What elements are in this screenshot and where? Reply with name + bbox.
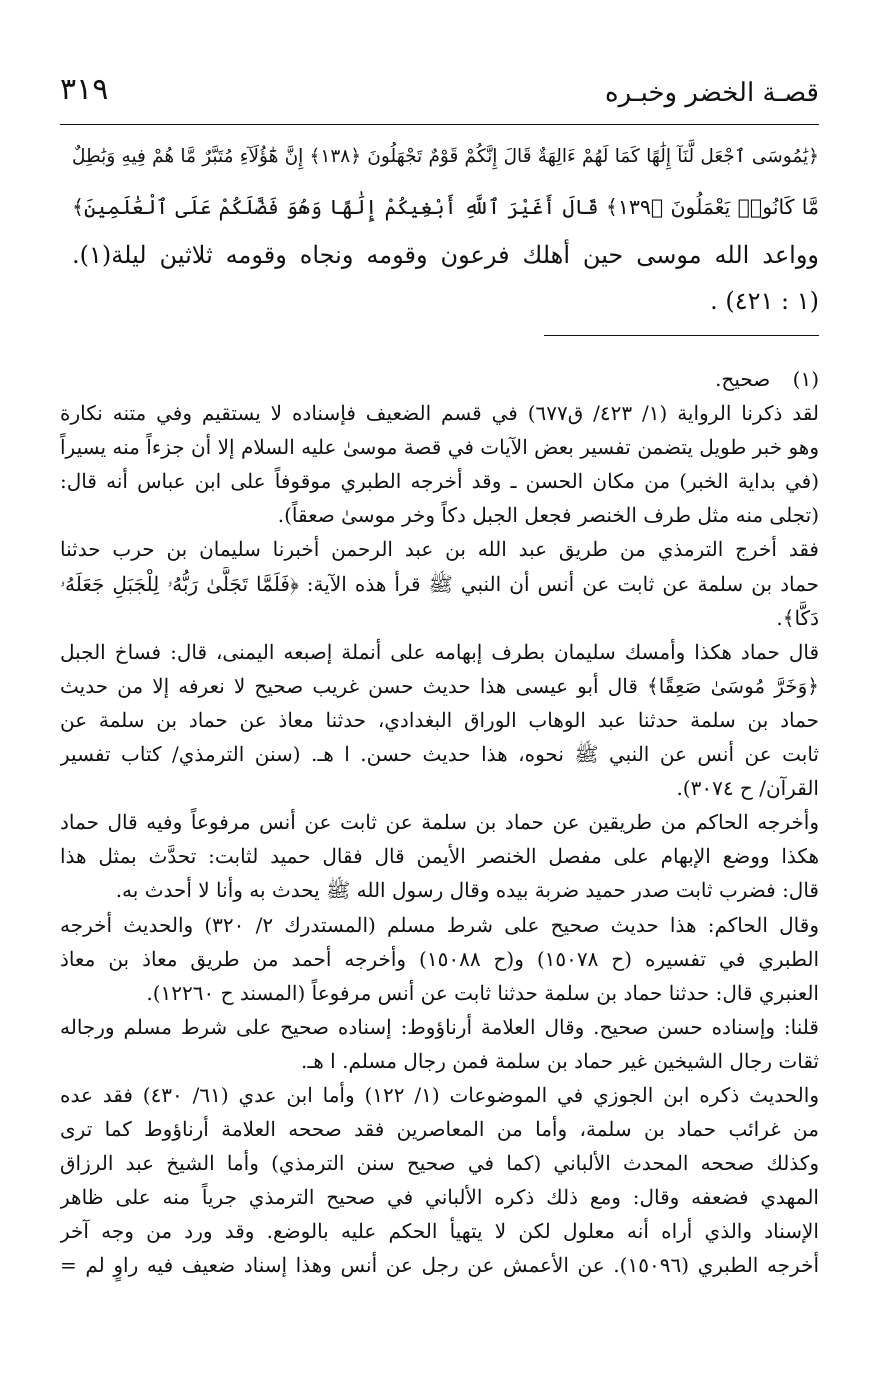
footnote-first-line bbox=[60, 362, 819, 396]
quran-verse-line: ﴿يَٰمُوسَى ٱجْعَل لَّنَآ إِلَٰهًا كَمَا لَهُمْ ءَالِهَةٌ قَالَ إِنَّكُمْ قَوْمٌ تَجْهَلُونَ ﴿١٣٨﴾ إِنَّ هَٰٓؤُلَآءِ مُتَبَّرٌ مَّا هُمْ فِيهِ وَبَٰطِلٌ bbox=[72, 146, 819, 167]
footnote-line: وكذلك صححه المحدث الألباني (كما في صحيح سنن الترمذي) وأما الشيخ عبد الرزاق bbox=[60, 1151, 819, 1176]
footnote-line: وهو خبر طويل يتضمن تفسير بعض الآيات في قصة موسىٰ عليه السلام إلا أن جزءاً منه يسيراً bbox=[60, 435, 819, 460]
footnote-separator bbox=[544, 335, 819, 336]
footnote-line: الطبري في تفسيره (ح ١٥٠٧٨) و(ح ١٥٠٨٨) وأخرجه أحمد من طريق معاذ بن معاذ bbox=[60, 946, 819, 971]
footnote-line: دَكًّا﴾. bbox=[776, 605, 819, 630]
footnote-line: وأخرجه الحاكم من طريقين عن حماد بن سلمة عن ثابت عن أنس مرفوعاً وفيه قال حماد bbox=[60, 810, 819, 835]
body-text-line: وواعد الله موسى حين أهلك فرعون وقومه ونجاه وقومه ثلاثين ليلة(١). bbox=[72, 241, 819, 269]
main-text bbox=[72, 132, 819, 324]
footnote-line: ﴿وَخَرَّ مُوسَىٰ صَعِقًا﴾ قال أبو عيسى هذا حديث حسن غريب صحيح لا نعرفه إلا من حديث bbox=[60, 673, 819, 698]
footnote-line: القرآن/ ح ٣٠٧٤). bbox=[676, 776, 819, 801]
footnote-line: العنبري قال: حدثنا حماد بن سلمة حدثنا ثابت عن أنس مرفوعاً (المسند ح ١٢٢٦٠). bbox=[146, 980, 819, 1005]
footnote-line: من غرائب حماد بن سلمة، وأما من المعاصرين فقد صححه العلامة أرناؤوط كما ترى bbox=[60, 1117, 819, 1142]
footnote-line: ثقات رجال الشيخين غير حماد بن سلمة فمن رجال مسلم. ا هـ. bbox=[301, 1048, 819, 1073]
footnote-line: ثابت عن أنس عن النبي ﷺ نحوه، هذا حديث حسن. ا هـ. (سنن الترمذي/ كتاب تفسير bbox=[60, 742, 819, 767]
page-number: ٣١٩ bbox=[60, 72, 109, 107]
footnote-line: هكذا ووضع الإبهام على مفصل الخنصر الأيمن قال فقال حميد لثابت: تحدَّث بمثل هذا bbox=[60, 844, 819, 869]
footnote-line: الإسناد والذي أراه أنه معلول لكن لا يتهيأ الحكم عليه بالوضع. وقد ورد من وجه آخر bbox=[60, 1219, 819, 1244]
footnote-marker: (١) bbox=[792, 367, 819, 391]
running-title: قصـة الخضر وخبـره bbox=[605, 78, 819, 108]
footnote-line: وقال الحاكم: هذا حديث صحيح على شرط مسلم (المستدرك ٢/ ٣٢٠) والحديث أخرجه bbox=[60, 912, 819, 937]
footnote-line: قال حماد هكذا وأمسك سليمان بطرف إبهامه على أنملة إصبعه اليمنى، قال: فساخ الجبل bbox=[60, 639, 819, 664]
footnote-line: فقد أخرج الترمذي من طريق عبد الله بن عبد الرحمن أخبرنا سليمان بن حرب حدثنا bbox=[60, 537, 819, 562]
footnote-line: قال: فضرب ثابت صدر حميد ضربة بيده وقال رسول الله ﷺ يحدث به وأنا لا أحدث به. bbox=[115, 878, 819, 903]
footnote-line: قلنا: وإسناده حسن صحيح. وقال العلامة أرناؤوط: إسناده صحيح على شرط مسلم ورجاله bbox=[60, 1014, 819, 1039]
footnotes bbox=[60, 362, 819, 1283]
footnote-line: والحديث ذكره ابن الجوزي في الموضوعات (١/ ١٢٢) وأما ابن عدي (٦١/ ٤٣٠) فقد عده bbox=[60, 1082, 819, 1107]
footnote-line: (تجلى منه مثل طرف الخنصر فجعل الجبل دكاً وخر موسىٰ صعقاً). bbox=[277, 503, 819, 528]
quran-verse-line: مَّا كَانُوا۟ يَعْمَلُونَ ﴿١٣٩﴾ قَالَ أَغَيْرَ ٱللَّهِ أَبْغِيكُمْ إِلَٰهًا وَهُوَ فَضَّلَكُمْ عَلَى ٱلْعَٰلَمِينَ﴾ bbox=[72, 195, 819, 219]
header-rule bbox=[60, 124, 819, 125]
footnote-line: (في بداية الخبر) من مكان الحسن ـ وقد أخرجه الطبري موقوفاً على ابن عباس أنه قال: bbox=[60, 469, 819, 494]
footnote-verdict: صحيح. bbox=[715, 367, 771, 391]
footnote-line: المهدي فضعفه وقال: ومع ذلك ذكره الألباني في صحيح الترمذي جرياً منه على ظاهر bbox=[60, 1185, 819, 1210]
footnote-line: حماد بن سلمة عن ثابت عن أنس أن النبي ﷺ قرأ هذه الآية: ﴿فَلَمَّا تَجَلَّىٰ رَبُّهُۥ لِلْجَبَلِ جَعَلَهُۥ bbox=[60, 571, 819, 596]
footnote-line: لقد ذكرنا الرواية (١/ ٤٢٣/ ق٦٧٧) في قسم الضعيف فإسناده لا يستقيم وفي متنه نكارة bbox=[60, 401, 819, 426]
page-header bbox=[60, 72, 819, 124]
footnote-line: أخرجه الطبري (١٥٠٩٦). عن الأعمش عن رجل عن أنس وهذا إسناد ضعيف فيه راوٍ لم = bbox=[60, 1253, 819, 1278]
body-text-line: (١ : ٤٢١) . bbox=[710, 287, 819, 315]
footnote-line: حماد بن سلمة حدثنا عبد الوهاب الوراق البغدادي، حدثنا معاذ عن حماد بن سلمة عن bbox=[60, 707, 819, 732]
